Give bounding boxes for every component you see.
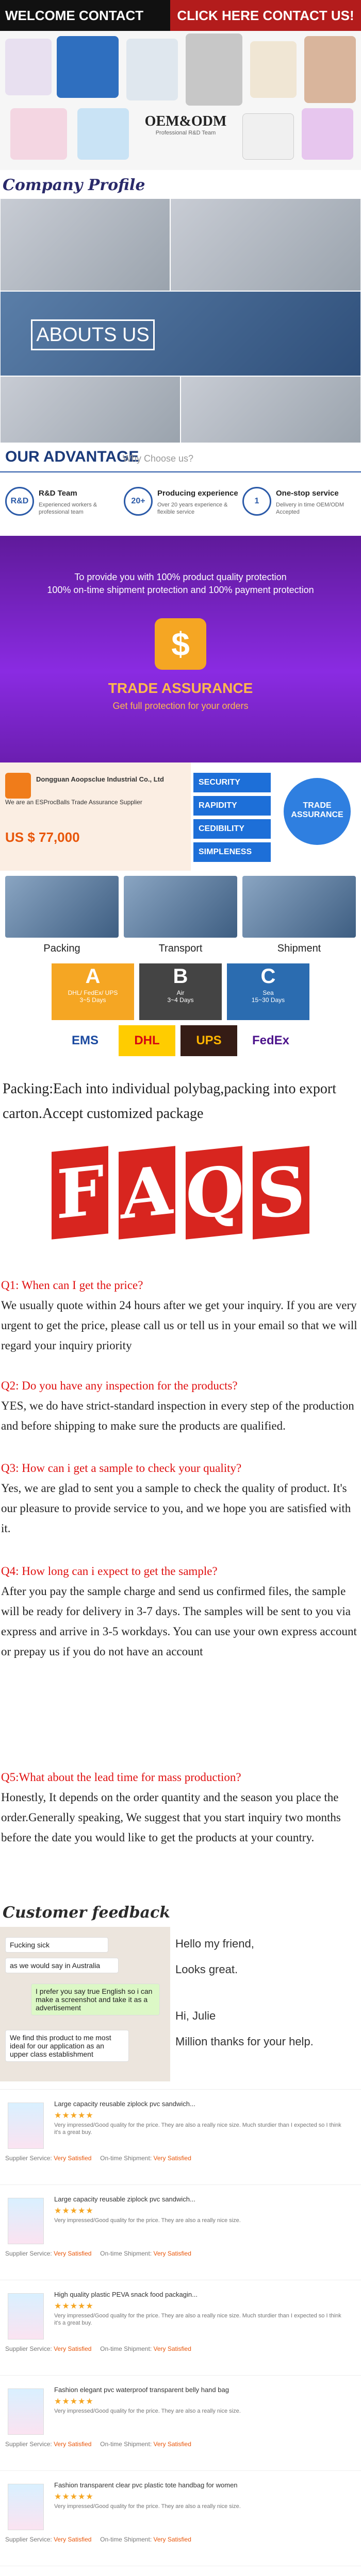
reply-text: Hi, Julie (175, 2009, 216, 2022)
advantage-desc: Experienced workers & professional team (39, 502, 97, 515)
review-item (0, 2566, 361, 2576)
shipment-value: Very Satisfied (153, 2155, 191, 2162)
faq-question: Q2: Do you have any inspection for the products? (1, 1379, 238, 1392)
product-image (242, 113, 294, 160)
product-image (10, 108, 67, 160)
dollar-icon: $ (155, 618, 206, 670)
review-text: Very impressed/Good quality for the price. They are also a really nice size. Much sturdier than I expected so I think it's a great buy. (54, 2122, 341, 2136)
reply-text: Million thanks for your help. (175, 2035, 314, 2048)
reply-text: Hello my friend, (175, 1937, 254, 1950)
review-item (0, 2470, 361, 2548)
advantage-desc: Delivery in time OEM/ODM Accepted (276, 502, 344, 515)
advantage-title: OUR ADVANTAGE (5, 448, 139, 465)
advantage-subtitle: Why Choose us? (123, 453, 194, 464)
product-image (5, 39, 52, 95)
review-meta (5, 2345, 191, 2352)
review-text: Very impressed/Good quality for the price. They are also a really nice size. (54, 2408, 241, 2414)
faq-answer: We usually quote within 24 hours after we get your inquiry. If you are very urgent to get the price, please call us or tell us in your email so that we will regard your inquiry priority (1, 1299, 357, 1352)
supplier-note: We are an ESProcBalls Trade Assurance Supplier (5, 799, 142, 806)
star-rating-icon: ★★★★★ (54, 2397, 94, 2406)
option-name: DHL/ FedEx/ UPS (68, 989, 118, 996)
product-image (126, 39, 178, 100)
transport-label: Transport (158, 943, 203, 954)
click-contact-button[interactable]: CLICK HERE CONTACT US! (170, 0, 361, 31)
top-banner (0, 0, 361, 31)
option-name: Sea (262, 989, 274, 996)
shipment-value: Very Satisfied (153, 2441, 191, 2448)
packing-description: Packing:Each into individual polybag,packing into export carton.Accept customized package (3, 1081, 336, 1122)
star-rating-icon: ★★★★★ (54, 2111, 94, 2120)
faq-letter: F (52, 1146, 108, 1240)
team-icon: R&D (5, 487, 34, 516)
shipment-label: Shipment (277, 943, 321, 954)
review-meta (5, 2536, 191, 2543)
faq-question: Q1: When can I get the price? (1, 1279, 143, 1292)
service-value: Very Satisfied (54, 2345, 92, 2352)
advantage-title-text: One-stop service (276, 489, 339, 498)
dhl-logo: DHL (119, 1025, 175, 1056)
divider (0, 471, 361, 472)
review-product-image[interactable] (8, 2198, 44, 2244)
ems-logo: EMS (71, 1033, 99, 1047)
fedex-logo: FedEx (252, 1033, 290, 1047)
option-days: 15~30 Days (251, 996, 285, 1004)
supplier-card-section (0, 762, 361, 871)
option-days: 3~5 Days (79, 996, 106, 1004)
assurance-amount: US $ 77,000 (5, 829, 80, 845)
review-meta (5, 2155, 191, 2162)
advantage-experience (124, 487, 240, 523)
faq-letter: Q (186, 1146, 242, 1240)
ups-logo: UPS (180, 1025, 237, 1056)
service-label: Supplier Service: (5, 2345, 52, 2352)
faq-question: Q5:What about the lead time for mass production? (1, 1771, 241, 1784)
faq-answer: Honestly, It depends on the order quantity and the season you place the order.Generally speaking, We suggest that you start inquiry two months before the date you would like to get the products at your country. (1, 1791, 341, 1844)
trade-line-2: 100% on-time shipment protection and 100% payment protection (47, 585, 314, 595)
trade-line-1: To provide you with 100% product quality protection (74, 572, 287, 582)
option-letter: A (85, 965, 101, 988)
faq-answer: YES, we do have strict-standard inspection in every step of the production and before shipping to make sure the products are qualified. (1, 1399, 354, 1432)
advantage-desc: Over 20 years experience & flexible service (157, 502, 228, 515)
reply-text: Looks great. (175, 1963, 238, 1976)
chat-screenshot (0, 1927, 170, 2081)
shield-icon (5, 773, 31, 799)
service-value: Very Satisfied (54, 2536, 92, 2543)
review-meta (5, 2250, 191, 2257)
review-title[interactable]: Large capacity reusable ziplock pvc sandwich... (54, 2195, 195, 2203)
oem-logo (144, 113, 227, 136)
ship-option-b (139, 963, 222, 1020)
review-product-image[interactable] (8, 2388, 44, 2435)
product-collage (0, 31, 361, 170)
review-text: Very impressed/Good quality for the price. They are also a really nice size. Much sturdier than I expected so I think it's a great buy. (54, 2313, 341, 2326)
years-icon: 20+ (124, 487, 153, 516)
advantage-title-text: R&D Team (39, 489, 77, 498)
chat-message: We find this product to me most ideal for our application as an upper class establishment (5, 2030, 129, 2062)
ship-option-c (227, 963, 309, 1020)
shipment-label: On-time Shipment: (100, 2155, 152, 2162)
pill-rapidity: RAPIDITY (193, 796, 271, 816)
faq-item-3 (0, 1458, 361, 1538)
review-product-image[interactable] (8, 2484, 44, 2530)
trade-title: TRADE ASSURANCE (108, 680, 253, 696)
section-title-feedback: Customer feedback (3, 1904, 171, 1922)
option-days: 3~4 Days (167, 996, 194, 1004)
shipment-label: On-time Shipment: (100, 2345, 152, 2352)
team-photo (170, 198, 361, 291)
chat-message: Fucking sick (5, 1937, 108, 1953)
review-item (0, 2089, 361, 2166)
faq-item-2 (0, 1376, 361, 1436)
shipment-value: Very Satisfied (153, 2250, 191, 2257)
review-title[interactable]: Large capacity reusable ziplock pvc sandwich... (54, 2100, 195, 2108)
faq-answer: Yes, we are glad to sent you a sample to check the quality of product. It's our pleasure to provide service to you, and we hope you are satisfied with it. (1, 1482, 351, 1535)
star-rating-icon: ★★★★★ (54, 2207, 94, 2215)
star-rating-icon: ★★★★★ (54, 2302, 94, 2311)
factory-photo (0, 376, 180, 443)
faq-letter: A (119, 1146, 175, 1240)
shipment-label: On-time Shipment: (100, 2250, 152, 2257)
review-text: Very impressed/Good quality for the price. They are also a really nice size. (54, 2217, 241, 2224)
review-title[interactable]: Fashion elegant pvc waterproof transparent belly hand bag (54, 2386, 229, 2394)
product-image (250, 41, 297, 98)
review-product-image[interactable] (8, 2103, 44, 2149)
pill-security: SECURITY (193, 773, 271, 792)
review-item (0, 2280, 361, 2357)
advantage-rd (5, 487, 121, 523)
product-image (304, 36, 356, 103)
packing-label: Packing (43, 943, 80, 954)
review-title[interactable]: Fashion transparent clear pvc plastic tote handbag for women (54, 2481, 238, 2489)
review-item (0, 2184, 361, 2262)
option-name: Air (176, 989, 185, 996)
product-image (77, 108, 129, 160)
transport-photo (124, 876, 237, 938)
faq-item-1 (0, 1275, 361, 1355)
office-photo (0, 198, 170, 291)
ship-option-a (52, 963, 134, 1020)
option-letter: C (260, 965, 276, 988)
review-meta (5, 2441, 191, 2448)
faq-item-5 (0, 1767, 361, 1848)
welcome-contact-link[interactable]: WELCOME CONTACT (0, 0, 170, 31)
service-label: Supplier Service: (5, 2536, 52, 2543)
supplier-card (0, 762, 191, 871)
product-image (186, 33, 242, 106)
service-label: Supplier Service: (5, 2250, 52, 2257)
about-us-label[interactable]: ABOUTS US (31, 319, 155, 350)
star-rating-icon: ★★★★★ (54, 2493, 94, 2501)
shipment-label: On-time Shipment: (100, 2441, 152, 2448)
pill-simpleness: SIMPLENESS (193, 842, 271, 862)
service-value: Very Satisfied (54, 2250, 92, 2257)
faq-answer: After you pay the sample charge and send us confirmed files, the sample will be ready for delivery in 3-7 days. The samples will be sent to you via express and arrive in 3-5 workdays. You can use your own express account or prepay us if you do not have an account (1, 1585, 357, 1658)
shipment-value: Very Satisfied (153, 2345, 191, 2352)
service-label: Supplier Service: (5, 2441, 52, 2448)
product-image (57, 36, 119, 98)
trade-assurance-badge: TRADE ASSURANCE (284, 778, 351, 845)
pill-credibility: CEDIBILITY (193, 819, 271, 839)
product-image (302, 108, 353, 160)
review-text: Very impressed/Good quality for the price. They are also a really nice size. (54, 2503, 241, 2510)
advantage-title-text: Producing experience (157, 489, 238, 498)
trade-subtitle: Get full protection for your orders (112, 701, 249, 711)
faq-letter: S (253, 1146, 309, 1240)
shipment-value: Very Satisfied (153, 2536, 191, 2543)
option-letter: B (173, 965, 188, 988)
faq-question: Q4: How long can i expect to get the sample? (1, 1565, 218, 1578)
trade-assurance-banner (0, 536, 361, 762)
company-name: Dongguan Aoopsclue Industrial Co., Ltd (36, 775, 164, 783)
faq-item-4 (0, 1561, 361, 1662)
review-title[interactable]: High quality plastic PEVA snack food packagin... (54, 2291, 198, 2298)
faq-question: Q3: How can i get a sample to check your quality? (1, 1462, 242, 1475)
courier-logos (57, 1025, 304, 1061)
service-icon: 1 (242, 487, 271, 516)
workshop-photo (180, 376, 361, 443)
chat-message: I prefer you say true English so i can make a screenshot and take it as a advertisement (31, 1984, 160, 2015)
oem-subtitle: Professional R&D Team (155, 130, 216, 136)
oem-title: OEM&ODM (144, 113, 227, 129)
faq-graphic (41, 1139, 320, 1262)
service-value: Very Satisfied (54, 2155, 92, 2162)
service-value: Very Satisfied (54, 2441, 92, 2448)
chat-message: as we would say in Australia (5, 1958, 119, 1973)
packing-photo (5, 876, 119, 938)
shipment-label: On-time Shipment: (100, 2536, 152, 2543)
review-item (0, 2375, 361, 2452)
section-title-profile: Company Profile (3, 176, 145, 194)
shipment-photo (242, 876, 356, 938)
review-product-image[interactable] (8, 2293, 44, 2340)
advantage-service (242, 487, 358, 523)
service-label: Supplier Service: (5, 2155, 52, 2162)
